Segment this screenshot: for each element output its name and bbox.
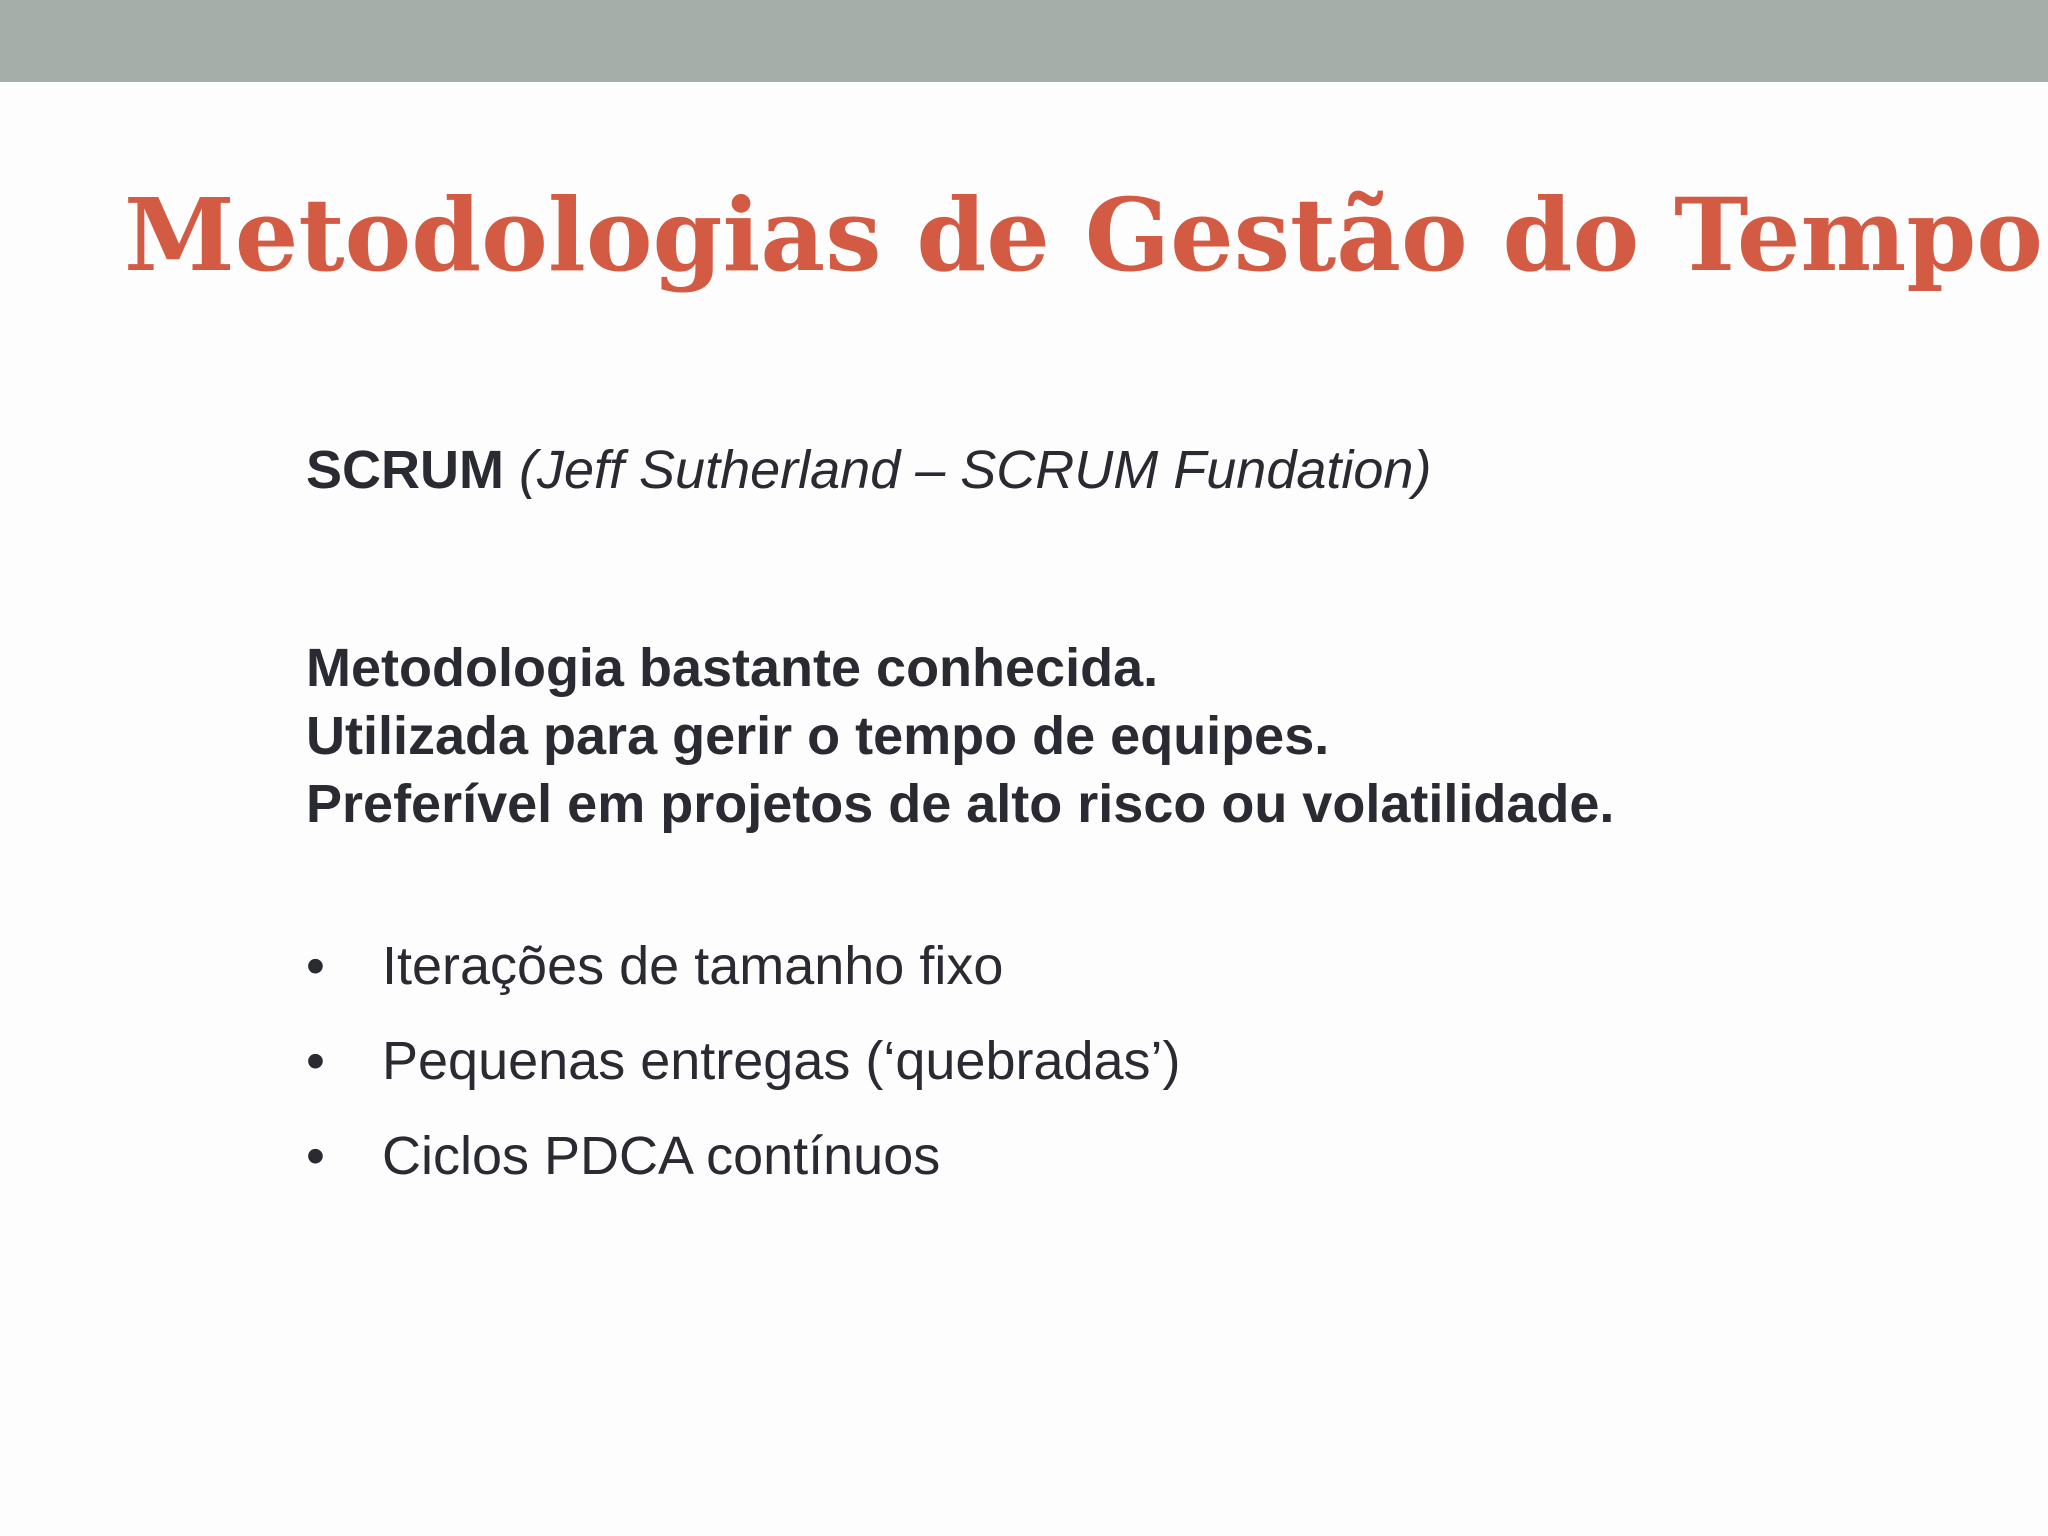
summary-line: Preferível em projetos de alto risco ou volatilidade. bbox=[306, 774, 1615, 834]
subtitle-method: SCRUM bbox=[306, 440, 504, 500]
slide-content bbox=[306, 430, 1906, 834]
bullet-icon: • bbox=[306, 936, 325, 996]
summary-line: Utilizada para gerir o tempo de equipes. bbox=[306, 706, 1330, 766]
summary-block bbox=[306, 634, 1614, 838]
subtitle-attribution: (Jeff Sutherland – SCRUM Fundation) bbox=[519, 440, 1432, 500]
bullet-icon: • bbox=[306, 1126, 325, 1186]
bullet-text: Ciclos PDCA contínuos bbox=[382, 1126, 941, 1186]
bullet-icon: • bbox=[306, 1031, 325, 1091]
top-bar bbox=[0, 0, 2048, 82]
subtitle bbox=[306, 430, 1906, 510]
slide-title: Metodologias de Gestão do Tempo bbox=[124, 176, 2043, 294]
bullet-text: Iterações de tamanho fixo bbox=[382, 936, 1004, 996]
bullet-text: Pequenas entregas (‘quebradas’) bbox=[382, 1031, 1181, 1091]
summary-line: Metodologia bastante conhecida. bbox=[306, 638, 1159, 698]
